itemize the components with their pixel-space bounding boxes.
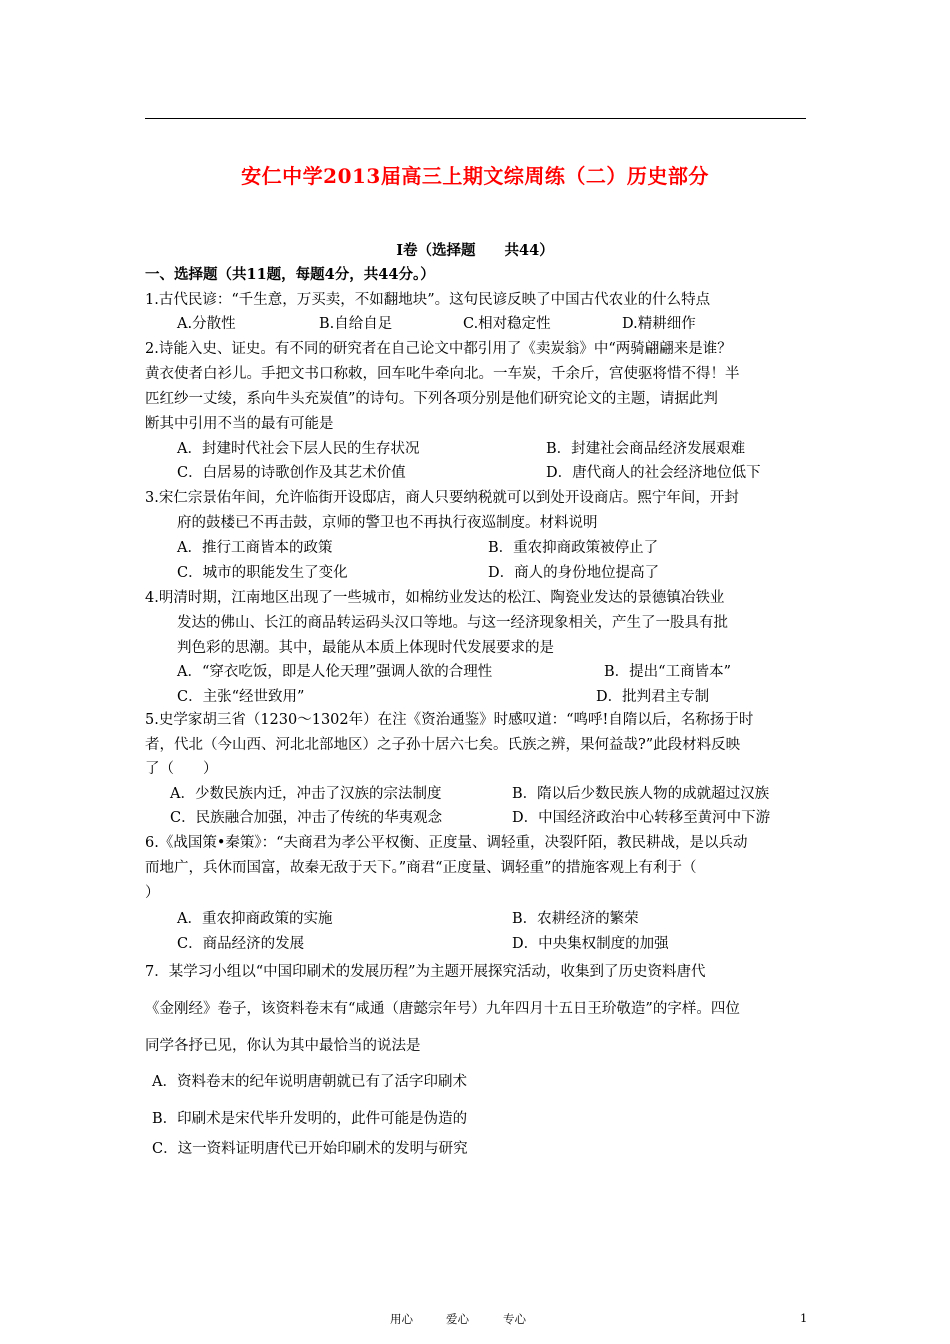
q4-line-2: 发达的佛山、长江的商品转运码头汉口等地。与这一经济现象相关，产生了一股具有批 — [177, 615, 728, 631]
q5-option-a: A．少数民族内迁，冲击了汉族的宗法制度 — [170, 786, 442, 802]
part-heading: 一、选择题（共11题，每题4分，共44分。） — [145, 266, 435, 283]
q1-option-a: A.分散性 — [177, 316, 236, 332]
q6-line-1: 6.《战国策•秦策》：“夫商君为孝公平权衡、正度量、调轻重，决裂阡陌，教民耕战，是以兵动 — [145, 835, 748, 851]
q6-line-3: ） — [145, 885, 160, 901]
q3-line-1: 3.宋仁宗景佑年间，允许临街开设邸店，商人只要纳税就可以到处开设商店。熙宁年间，开封 — [145, 490, 739, 506]
q1-option-d: D.精耕细作 — [622, 316, 696, 332]
q5-line-1: 5.史学家胡三省（1230～1302年）在注《资治通鉴》时感叹道：“鸣呼!自隋以后，名称扬于时 — [145, 712, 754, 728]
page-number: 1 — [800, 1311, 808, 1325]
section-header: Ⅰ卷（选择题 共44） — [396, 242, 554, 259]
q7-line-3: 同学各抒已见，你认为其中最恰当的说法是 — [145, 1038, 421, 1054]
header-rule — [145, 118, 806, 119]
footer-motto-2: 爱心 — [446, 1312, 469, 1326]
q7-option-b: B．印刷术是宋代毕升发明的，此件可能是伪造的 — [152, 1111, 468, 1127]
q7-option-a: A．资料卷末的纪年说明唐朝就已有了活字印刷术 — [152, 1074, 467, 1090]
q6-option-d: D．中央集权制度的加强 — [512, 936, 669, 952]
q2-line-3: 匹红纱一丈绫，系向牛头充炭值”的诗句。下列各项分别是他们研究论文的主题，请据此判 — [145, 391, 718, 407]
footer-motto-3: 专心 — [503, 1312, 526, 1326]
q3-option-c: C．城市的职能发生了变化 — [177, 565, 348, 581]
q1-option-c: C.相对稳定性 — [463, 316, 551, 332]
q2-option-d: D．唐代商人的社会经济地位低下 — [546, 465, 761, 481]
q5-option-b: B．隋以后少数民族人物的成就超过汉族 — [512, 786, 770, 802]
q6-line-2: 而地广，兵休而国富，故秦无敌于天下。”商君“正度量、调轻重”的措施客观上有利于（ — [145, 860, 697, 876]
page-title: 安仁中学2013届高三上期文综周练（二）历史部分 — [241, 164, 709, 188]
q1-option-b: B.自给自足 — [319, 316, 393, 332]
q2-line-1: 2.诗能入史、证史。有不同的研究者在自己论文中都引用了《卖炭翁》中“两骑翩翩来是谁？ — [145, 341, 732, 357]
q3-option-a: A．推行工商皆本的政策 — [177, 540, 333, 556]
q4-line-3: 判色彩的思潮。其中，最能从本质上体现时代发展要求的是 — [177, 640, 554, 656]
footer-motto-1: 用心 — [390, 1312, 413, 1326]
q5-option-d: D．中国经济政治中心转移至黄河中下游 — [512, 810, 771, 826]
q5-line-2: 者，代北（今山西、河北北部地区）之子孙十居六七矣。氏族之辨，果何益哉?”此段材料反映 — [145, 737, 741, 753]
q7-line-2: 《金刚经》卷子，该资料卷末有“咸通（唐懿宗年号）九年四月十五日王玠敬造”的字样。四位 — [145, 1001, 740, 1017]
q2-option-c: C．白居易的诗歌创作及其艺术价值 — [177, 465, 406, 481]
q5-option-c: C．民族融合加强，冲击了传统的华夷观念 — [170, 810, 443, 826]
q4-line-1: 4.明清时期，江南地区出现了一些城市，如棉纺业发达的松江、陶瓷业发达的景德镇冶铁业 — [145, 590, 725, 606]
q3-line-2: 府的鼓楼已不再击鼓，京师的警卫也不再执行夜巡制度。材料说明 — [177, 515, 598, 531]
q6-option-b: B．农耕经济的繁荣 — [512, 911, 639, 927]
q4-option-c: C．主张“经世致用” — [177, 689, 305, 705]
q2-option-b: B．封建社会商品经济发展艰难 — [546, 441, 746, 457]
q6-option-c: C．商品经济的发展 — [177, 936, 305, 952]
q7-line-1: 7．某学习小组以“中国印刷术的发展历程”为主题开展探究活动，收集到了历史资料唐代 — [145, 964, 706, 980]
q2-line-2: 黄衣使者白衫儿。手把文书口称敕，回车叱牛牵向北。一车炭，千余斤，宫使驱将惜不得！半 — [145, 366, 740, 382]
q3-option-b: B．重农抑商政策被停止了 — [488, 540, 659, 556]
q7-option-c: C．这一资料证明唐代已开始印刷术的发明与研究 — [152, 1141, 468, 1157]
q6-option-a: A．重农抑商政策的实施 — [177, 911, 333, 927]
q2-line-4: 断其中引用不当的最有可能是 — [145, 416, 334, 432]
q2-option-a: A．封建时代社会下层人民的生存状况 — [177, 441, 420, 457]
q4-option-a: A．“穿衣吃饭，即是人伦天理”强调人欲的合理性 — [177, 664, 493, 680]
q5-line-3: 了（ ） — [145, 761, 218, 777]
q1-stem: 1.古代民谚：“千生意，万买卖，不如翻地块”。这句民谚反映了中国古代农业的什么特点 — [145, 292, 711, 308]
q4-option-b: B．提出“工商皆本” — [604, 664, 731, 680]
q4-option-d: D．批判君主专制 — [596, 689, 710, 705]
q3-option-d: D．商人的身份地位提高了 — [488, 565, 660, 581]
